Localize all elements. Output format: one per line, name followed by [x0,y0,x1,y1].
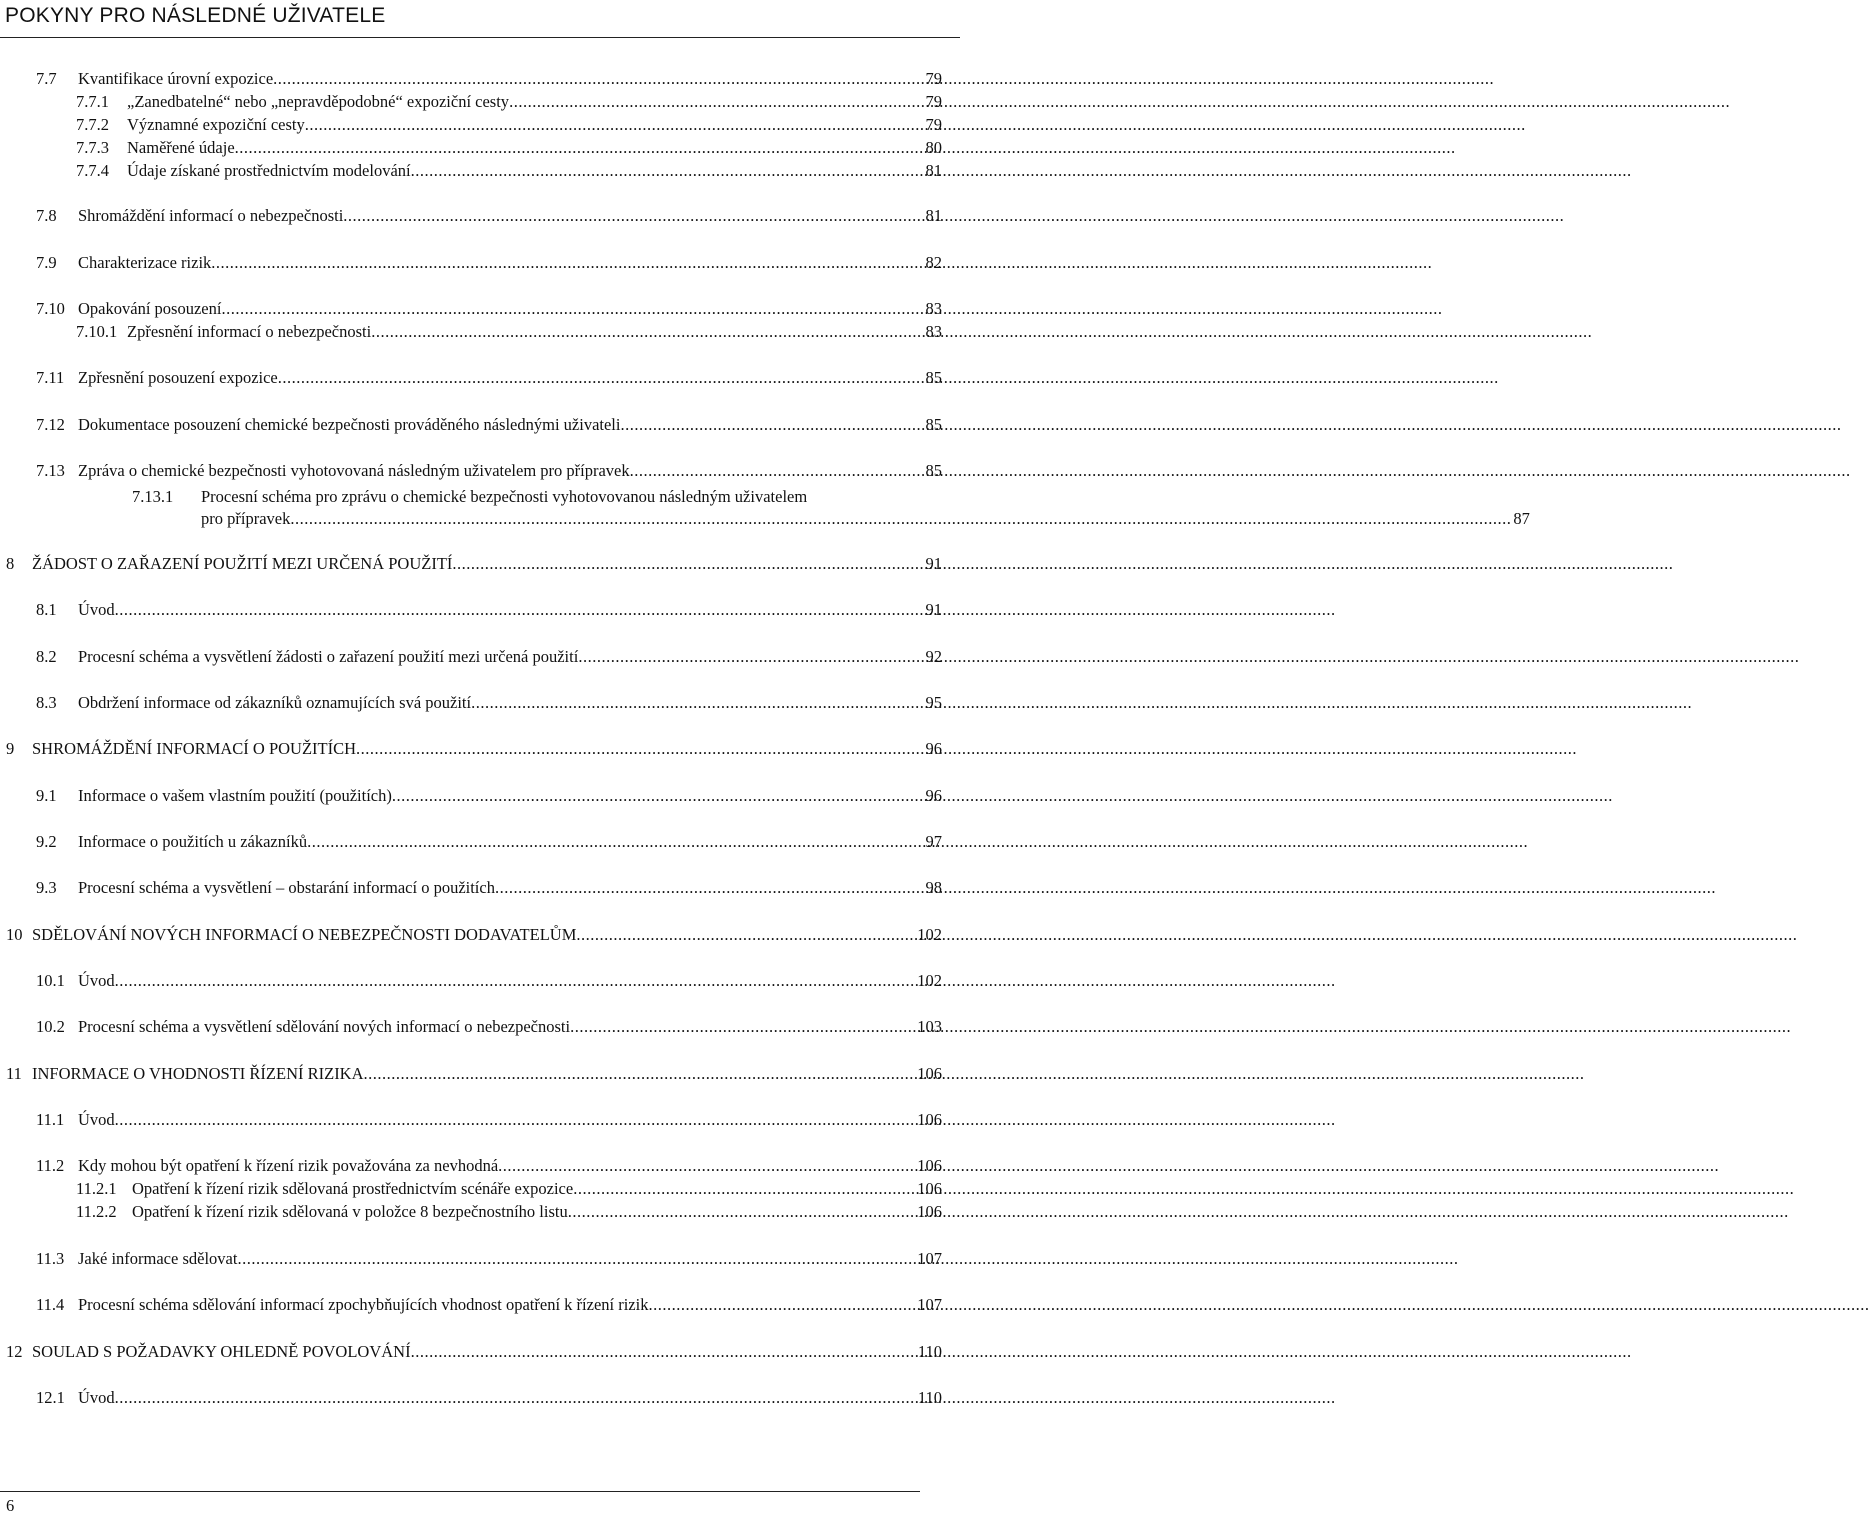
toc-entry[interactable] [6,924,942,946]
toc-title: Procesní schéma sdělování informací zpochybňujících vhodnost opatření k řízení rizik [78,1295,649,1314]
toc-page: 106 [917,1064,942,1083]
toc-number: 7.7.4 [76,161,109,180]
toc-entry[interactable] [76,91,942,113]
toc-page: 106 [917,1179,942,1198]
toc-number: 8.2 [36,647,57,666]
toc-number: 9.1 [36,786,57,805]
toc-page: 97 [925,832,942,851]
toc-number: 11.1 [36,1110,65,1129]
toc-title: Zpřesnění posouzení expozice [78,368,278,387]
toc-number: 9 [6,739,15,758]
toc-leader [273,68,918,90]
toc-leader [648,1294,915,1316]
toc-page: 83 [925,299,942,318]
toc-entry[interactable] [6,1063,942,1085]
toc-page: 79 [925,69,942,88]
toc-number: 7.12 [36,415,65,434]
toc-number: 11 [6,1064,22,1083]
toc-number: 11.2 [36,1156,65,1175]
toc-title: ŽÁDOST O ZAŘAZENÍ POUŽITÍ MEZI URČENÁ POUŽITÍ [32,554,453,573]
toc-page: 82 [925,253,942,272]
toc-leader [115,970,916,992]
toc-number: 8 [6,554,15,573]
toc-number: 7.7.2 [76,115,109,134]
toc-number: 12 [6,1342,23,1361]
toc-entry[interactable] [36,205,942,227]
toc-page: 91 [925,554,942,573]
toc-leader [364,1063,916,1085]
toc-leader [356,738,918,760]
toc-page: 98 [925,878,942,897]
toc-leader [278,367,918,389]
toc-page: 110 [917,1388,942,1407]
toc-title: Úvod [78,1110,115,1129]
toc-number: 8.3 [36,693,57,712]
toc-leader [573,1178,915,1200]
toc-page: 81 [925,206,942,225]
toc-entry[interactable] [36,367,942,389]
toc-number: 12.1 [36,1388,65,1407]
toc-leader [343,205,918,227]
toc-page: 107 [917,1295,942,1314]
toc-page: 87 [1513,509,1530,528]
toc-title: Procesní schéma a vysvětlení sdělování nových informací o nebezpečnosti [78,1017,571,1036]
toc-entry[interactable] [36,460,942,482]
toc-title: Údaje získané prostřednictvím modelování [127,161,411,180]
toc-entry[interactable] [36,1155,942,1177]
toc-title: Významné expoziční cesty [127,115,305,134]
toc-title: Kvantifikace úrovní expozice [78,69,274,88]
toc-page: 95 [925,693,942,712]
footer-rule [0,1491,920,1492]
toc-number: 7.9 [36,253,57,272]
toc-entry[interactable] [36,646,942,668]
toc-leader [452,553,918,575]
toc-title: Informace o vašem vlastním použití (použitích) [78,786,392,805]
toc-leader [115,1109,916,1131]
toc-title: „Zanedbatelné“ nebo „nepravděpodobné“ expoziční cesty [127,92,510,111]
toc-entry[interactable] [36,68,942,90]
toc-entry[interactable] [36,1248,942,1270]
toc-page: 96 [925,786,942,805]
toc-page: 106 [917,1156,942,1175]
toc-leader [290,508,1511,530]
toc-entry[interactable] [36,831,942,853]
toc-title: Opakování posouzení [78,299,222,318]
toc-leader [235,137,918,159]
toc-leader [576,924,915,946]
toc-leader [578,646,918,668]
toc-title: Úvod [78,971,115,990]
toc-number: 7.11 [36,368,65,387]
toc-title: Procesní schéma a vysvětlení žádosti o zařazení použití mezi určená použití [78,647,579,666]
toc-page: 85 [925,415,942,434]
toc-number: 10.2 [36,1017,65,1036]
toc-page: 106 [917,1110,942,1129]
toc-number: 7.10 [36,299,65,318]
toc-number: 7.8 [36,206,57,225]
page-number: 6 [6,1496,15,1515]
toc-page: 107 [917,1249,942,1268]
toc-entry[interactable] [76,1178,942,1200]
toc-number: 11.3 [36,1249,65,1268]
toc-page: 92 [925,647,942,666]
toc-leader [411,1341,916,1363]
toc-title: Zpřesnění informací o nebezpečnosti [127,322,372,341]
toc-page: 106 [917,1202,942,1221]
toc-leader [498,1155,915,1177]
toc-leader [568,1201,916,1223]
toc-leader [495,877,918,899]
toc-entry[interactable] [76,1201,942,1223]
toc-title: Obdržení informace od zákazníků oznamujících svá použití [78,693,472,712]
toc-entry[interactable] [76,137,942,159]
toc-entry[interactable] [76,321,942,343]
toc-number: 9.2 [36,832,57,851]
toc-number: 7.10.1 [76,322,118,341]
toc-title: SOULAD S POŽADAVKY OHLEDNĚ POVOLOVÁNÍ [32,1342,411,1361]
toc-page: 81 [925,161,942,180]
toc-title: INFORMACE O VHODNOSTI ŘÍZENÍ RIZIKA [32,1064,364,1083]
toc-entry[interactable] [36,599,942,621]
toc-page: 103 [917,1017,942,1036]
toc-title: Procesní schéma a vysvětlení – obstarání informací o použitích [78,878,495,897]
toc-entry[interactable] [76,114,942,136]
toc-page: 102 [917,971,942,990]
toc-title: Opatření k řízení rizik sdělovaná v položce 8 bezpečnostního listu [132,1202,568,1221]
toc-entry[interactable] [36,1294,942,1316]
toc-entry[interactable] [36,298,942,320]
toc-page: 102 [917,925,942,944]
toc-number: 10 [6,925,23,944]
toc-leader [115,599,918,621]
toc-title: Informace o použitích u zákazníků [78,832,308,851]
toc-leader [115,1387,916,1409]
toc-title: Jaké informace sdělovat [78,1249,238,1268]
toc-leader [371,321,918,343]
toc-page: 110 [917,1342,942,1361]
toc-title: Charakterizace rizik [78,253,212,272]
toc-title: Shromáždění informací o nebezpečnosti [78,206,344,225]
toc-number: 11.2.1 [76,1179,117,1198]
toc-leader [471,692,918,714]
toc-title: SHROMÁŽDĚNÍ INFORMACÍ O POUŽITÍCH [32,739,357,758]
toc-entry[interactable] [36,1016,942,1038]
toc-leader [305,114,918,136]
document-title: POKYNY PRO NÁSLEDNÉ UŽIVATELE [5,4,386,27]
toc-entry[interactable] [36,1109,942,1131]
toc-leader [237,1248,915,1270]
toc-number: 11.4 [36,1295,65,1314]
toc-entry[interactable] [36,785,942,807]
toc-number: 9.3 [36,878,57,897]
toc-number: 8.1 [36,600,57,619]
toc-title: Úvod [78,1388,115,1407]
toc-title: Naměřené údaje [127,138,235,157]
toc-entry[interactable] [36,252,942,274]
toc-number: 7.13.1 [132,487,174,506]
toc-leader [630,460,918,482]
toc-page: 85 [925,368,942,387]
toc-page: 91 [925,600,942,619]
toc-title: Úvod [78,600,115,619]
toc-page: 80 [925,138,942,157]
toc-leader [570,1016,915,1038]
toc-title: Kdy mohou být opatření k řízení rizik považována za nevhodná [78,1156,499,1175]
toc-title: Dokumentace posouzení chemické bezpečnosti prováděného následnými uživateli [78,415,621,434]
toc-page: 96 [925,739,942,758]
toc-leader [509,91,918,113]
toc-leader [411,160,918,182]
toc-number: 7.7.1 [76,92,109,111]
toc-page: 83 [925,322,942,341]
toc-number: 7.7 [36,69,57,88]
toc-entry[interactable] [36,1387,942,1409]
toc-leader [392,785,918,807]
toc-number: 7.13 [36,461,65,480]
toc-number: 11.2.2 [76,1202,117,1221]
toc-number: 10.1 [36,971,65,990]
toc-leader [221,298,918,320]
toc-entry[interactable] [36,414,942,436]
toc-title: Opatření k řízení rizik sdělovaná prostřednictvím scénáře expozice [132,1179,574,1198]
toc-leader [211,252,918,274]
toc-title[interactable]: Procesní schéma pro zprávu o chemické bezpečnosti vyhotovovanou následným uživatelem [201,487,808,506]
toc-title: Zpráva o chemické bezpečnosti vyhotovovaná následným uživatelem pro přípravek [78,461,630,480]
toc-entry[interactable] [36,692,942,714]
toc-entry[interactable] [6,1341,942,1363]
toc-entry[interactable] [36,877,942,899]
toc-entry[interactable] [36,970,942,992]
toc-page: 79 [925,92,942,111]
toc-entry[interactable] [76,160,942,182]
toc-leader [307,831,918,853]
toc-entry[interactable] [6,553,942,575]
toc-title: SDĚLOVÁNÍ NOVÝCH INFORMACÍ O NEBEZPEČNOSTI DODAVATELŮM [32,925,577,944]
toc-entry-continuation[interactable] [201,508,1530,530]
toc-entry[interactable] [6,738,942,760]
toc-number: 7.7.3 [76,138,109,157]
toc-page: 85 [925,461,942,480]
toc-title-continuation: pro přípravek [201,509,291,528]
toc-page: 79 [925,115,942,134]
toc-leader [620,414,918,436]
